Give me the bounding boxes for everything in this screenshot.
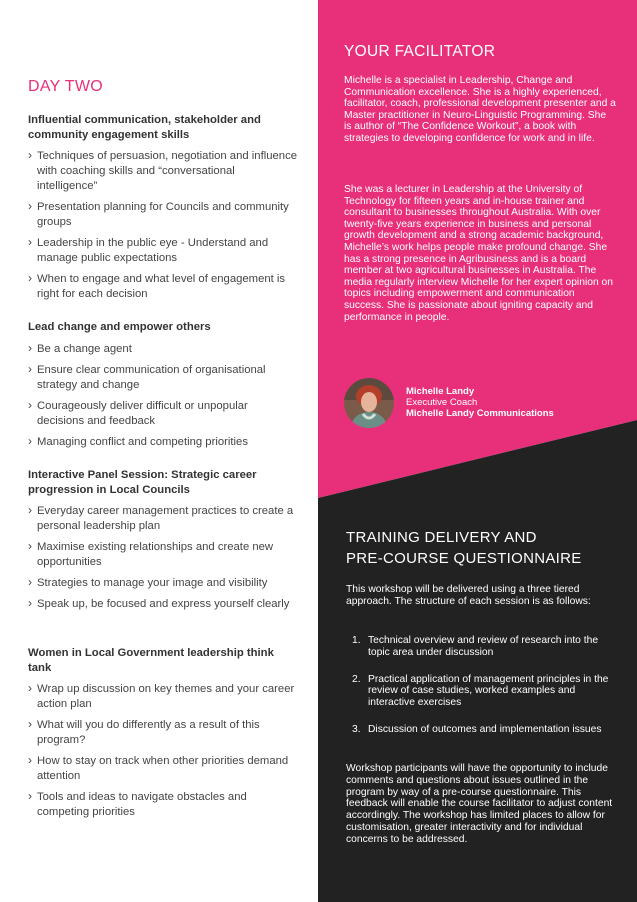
- portrait-photo: [344, 378, 394, 428]
- day-two-title: DAY TWO: [28, 78, 103, 95]
- section-heading: Women in Local Government leadership think tank: [28, 647, 274, 674]
- step-number: 3.: [352, 723, 361, 735]
- training-title: [346, 527, 616, 569]
- step-text: Practical application of management principles in the review of case studies, worked examples and interactive exercises: [368, 673, 609, 709]
- facilitator-bio-paragraph: Michelle is a specialist in Leadership, Change and Communication excellence. She is a highly experienced, facilitator, coach, professional development presenter and a Master practitioner in Neuro-Linguistic Programming. She is author of “The Confidence Workout”, a book with strategies to developing confidence for work and in life.: [344, 75, 616, 144]
- info-column: [318, 0, 637, 902]
- list-item: › Leadership in the public eye - Understand and manage public expectations: [28, 236, 298, 266]
- training-steps: [346, 635, 618, 736]
- day-two-column: [0, 0, 318, 902]
- bullet-list: [28, 682, 298, 826]
- facilitator-title: YOUR FACILITATOR: [344, 43, 496, 60]
- facilitator-role: Executive Coach: [406, 397, 478, 408]
- step-number: 1.: [352, 635, 361, 646]
- list-item: › When to engage and what level of engagement is right for each decision: [28, 272, 298, 302]
- bullet-list: [28, 149, 298, 308]
- list-item: › Wrap up discussion on key themes and your career action plan: [28, 682, 298, 712]
- list-item: › Techniques of persuasion, negotiation and influence with coaching skills and “conversational intelligence”: [28, 149, 298, 194]
- list-item: › How to stay on track when other priorities demand attention: [28, 754, 298, 784]
- list-item: › Tools and ideas to navigate obstacles and competing priorities: [28, 790, 298, 820]
- list-item: › Speak up, be focused and express yourself clearly: [28, 597, 298, 612]
- list-item: › Ensure clear communication of organisational strategy and change: [28, 363, 298, 393]
- training-intro: This workshop will be delivered using a three tiered approach. The structure of each session is as follows:: [346, 584, 591, 607]
- list-item: › Be a change agent: [28, 342, 298, 357]
- list-item: › What will you do differently as a result of this program?: [28, 718, 298, 748]
- section-heading: Interactive Panel Session: Strategic career progression in Local Councils: [28, 469, 257, 496]
- facilitator-avatar: [344, 378, 394, 428]
- step-text: Discussion of outcomes and implementation issues: [368, 723, 602, 735]
- list-item: › Courageously deliver difficult or unpopular decisions and feedback: [28, 399, 298, 429]
- facilitator-company: Michelle Landy Communications: [406, 408, 554, 419]
- facilitator-bio-paragraph: She was a lecturer in Leadership at the University of Technology for fifteen years and in-house trainer and consultant to businesses throughout Australia. With over twenty-five years experience in business and personal growth development and a strong academic background, Michelle’s work helps people make profound change. She has a strong presence in Agribusiness and is a board member at two agricultural businesses in Australia. The media regularly interview Michelle for her expert opinion on topics including empowerment and communication success. She is passionate about igniting capacity and performance in people.: [344, 184, 613, 323]
- bullet-list: [28, 342, 298, 456]
- list-item: [346, 674, 618, 709]
- section-heading: Lead change and empower others: [28, 321, 211, 333]
- facilitator-profile: [406, 386, 554, 419]
- list-item: › Everyday career management practices to create a personal leadership plan: [28, 504, 298, 534]
- list-item: › Strategies to manage your image and visibility: [28, 576, 298, 591]
- list-item: [346, 724, 618, 736]
- step-number: 2.: [352, 673, 361, 685]
- bullet-list: [28, 504, 298, 618]
- list-item: › Managing conflict and competing priorities: [28, 435, 298, 450]
- training-closing: Workshop participants will have the opportunity to include comments and questions about issues outlined in the program by way of a pre-course questionnaire. This feedback will enable the course facilitator to adjust content accordingly. The workshop has limited places to allow for customisation, greater interactivity and for individual concerns to be addressed.: [346, 763, 613, 845]
- training-title-line: PRE-COURSE QUESTIONNAIRE: [346, 550, 582, 567]
- list-item: [346, 635, 618, 659]
- list-item: › Presentation planning for Councils and community groups: [28, 200, 298, 230]
- step-text: Technical overview and review of research into the topic area under discussion: [368, 635, 599, 658]
- facilitator-name: Michelle Landy: [406, 386, 475, 397]
- section-heading: Influential communication, stakeholder and community engagement skills: [28, 114, 261, 141]
- list-item: › Maximise existing relationships and create new opportunities: [28, 540, 298, 570]
- training-title-line: TRAINING DELIVERY AND: [346, 529, 537, 546]
